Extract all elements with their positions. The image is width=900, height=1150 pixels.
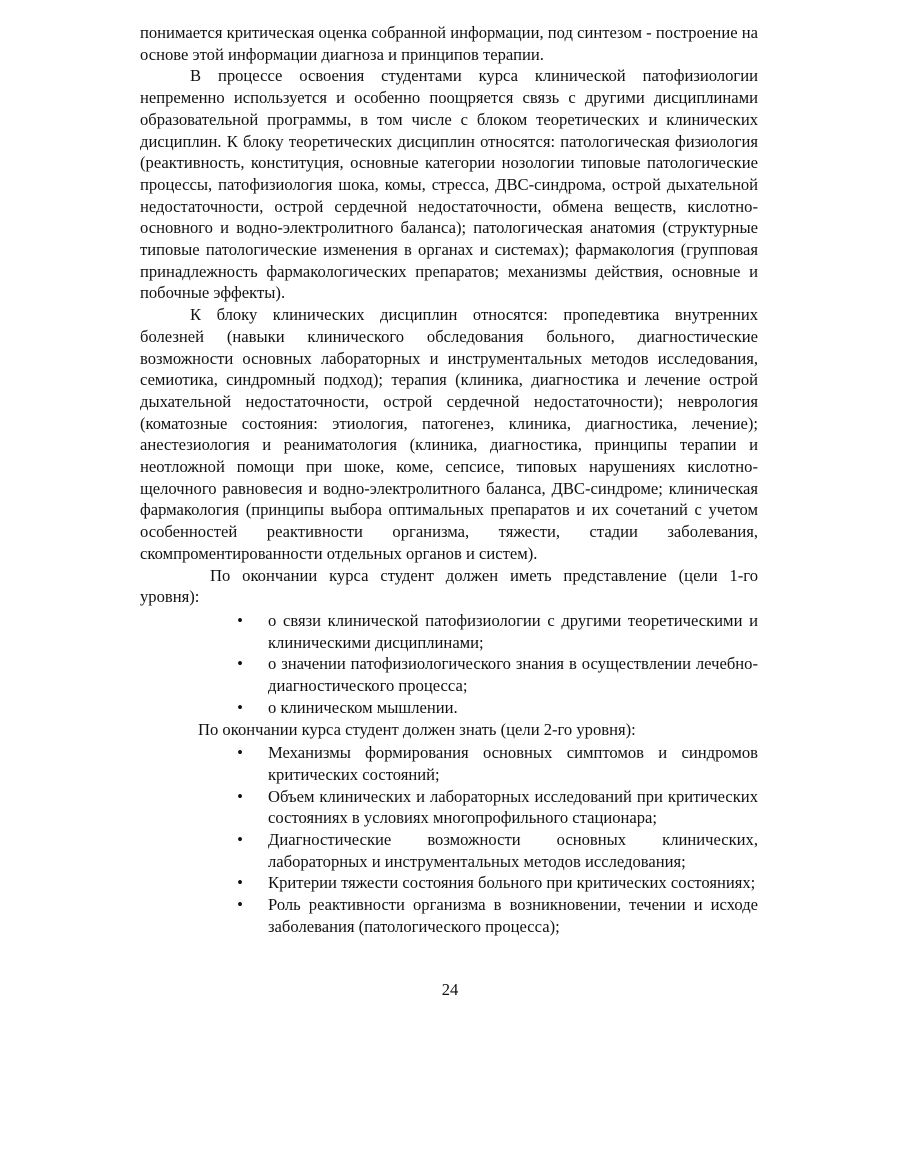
list-item <box>237 894 758 937</box>
bullet-icon: • <box>237 697 243 717</box>
level1-goals-list <box>140 610 758 719</box>
list-item <box>237 872 758 894</box>
list-item <box>237 786 758 829</box>
list-item-text: Критерии тяжести состояния больного при критических состояниях; <box>268 873 756 893</box>
bullet-icon: • <box>237 895 243 915</box>
list-item-text: о значении патофизиологического знания в осуществлении лечебно-диагностического процесса; <box>268 654 758 696</box>
list-item <box>237 697 758 719</box>
paragraph-clinical-disciplines: К блоку клинических дисциплин относятся: пропедевтика внутренних болезней (навыки клинического обследования больного, диагностические возможности основных лабораторных и инструментальных методов исследования, семиотика, синдромный подход); терапия (клиника, диагностика и лечение острой дыхательной недостаточности, острой сердечной недостаточности); неврология (коматозные состояния: этиология, патогенез, клиника, диагностика, лечение); анестезиология и реаниматология (клиника, диагностика, принципы терапии и неотложной помощи при шоке, коме, сепсисе, типовых нарушениях кислотно-щелочного равновесия и водно-электролитного баланса, ДВС-синдроме; клиническая фармакология (принципы выбора оптимальных препаратов и их сочетаний с учетом особенностей реактивности организма, тяжести, стадии заболевания, скомпроментированности отдельных органов и систем). <box>140 305 758 563</box>
list-item-text: Диагностические возможности основных клинических, лабораторных и инструментальных методов исследования; <box>268 830 758 871</box>
level2-goals-list <box>140 742 758 937</box>
bullet-icon: • <box>237 654 243 674</box>
paragraph-interdisciplinary-links: В процессе освоения студентами курса клинической патофизиологии непременно используется и особенно поощряется связь с другими дисциплинами образовательной программы, в том числе с блоком теоретических и клинических дисциплин. К блоку теоретических дисциплин относятся: патологическая физиология (реактивность, конституция, основные категории нозологии типовые патологические процессы, патофизиология шока, комы, стресса, ДВС-синдрома, острой дыхательной недостаточности, острой сердечной недостаточности, обмена веществ, кислотно-основного и водно-электролитного баланса); патологическая анатомия (структурные типовые патологические изменения в органах и системах); фармакология (групповая принадлежность фармакологических препаратов; механизмы действия, основные и побочные эффекты). <box>140 66 758 303</box>
paragraph-continuation: понимается критическая оценка собранной информации, под синтезом - построение на основе этой информации диагноза и принципов терапии. <box>140 23 758 64</box>
list-item-text: Объем клинических и лабораторных исследований при критических состояниях в условиях многопрофильного стационара; <box>268 786 758 828</box>
bullet-icon: • <box>237 873 243 893</box>
list-item <box>237 610 758 653</box>
page-body <box>140 22 758 938</box>
list-item-text: Роль реактивности организма в возникновении, течении и исходе заболевания (патологического процесса); <box>268 895 758 936</box>
bullet-icon: • <box>237 610 243 630</box>
page-number: 24 <box>441 980 459 999</box>
list-item <box>237 829 758 872</box>
bullet-icon: • <box>237 743 243 763</box>
bullet-icon: • <box>237 830 243 850</box>
list-item <box>237 742 758 785</box>
list-item-text: о клиническом мышлении. <box>268 697 458 717</box>
list-item <box>237 653 758 696</box>
paragraph-level2-intro: По окончании курса студент должен знать (цели 2-го уровня): <box>198 719 636 739</box>
bullet-icon: • <box>237 786 243 806</box>
paragraph-level1-intro: По окончании курса студент должен иметь представление (цели 1-го уровня): <box>140 565 758 607</box>
list-item-text: Механизмы формирования основных симптомов и синдромов критических состояний; <box>268 743 758 784</box>
list-item-text: о связи клинической патофизиологии с другими теоретическими и клиническими дисциплинами; <box>268 610 758 652</box>
